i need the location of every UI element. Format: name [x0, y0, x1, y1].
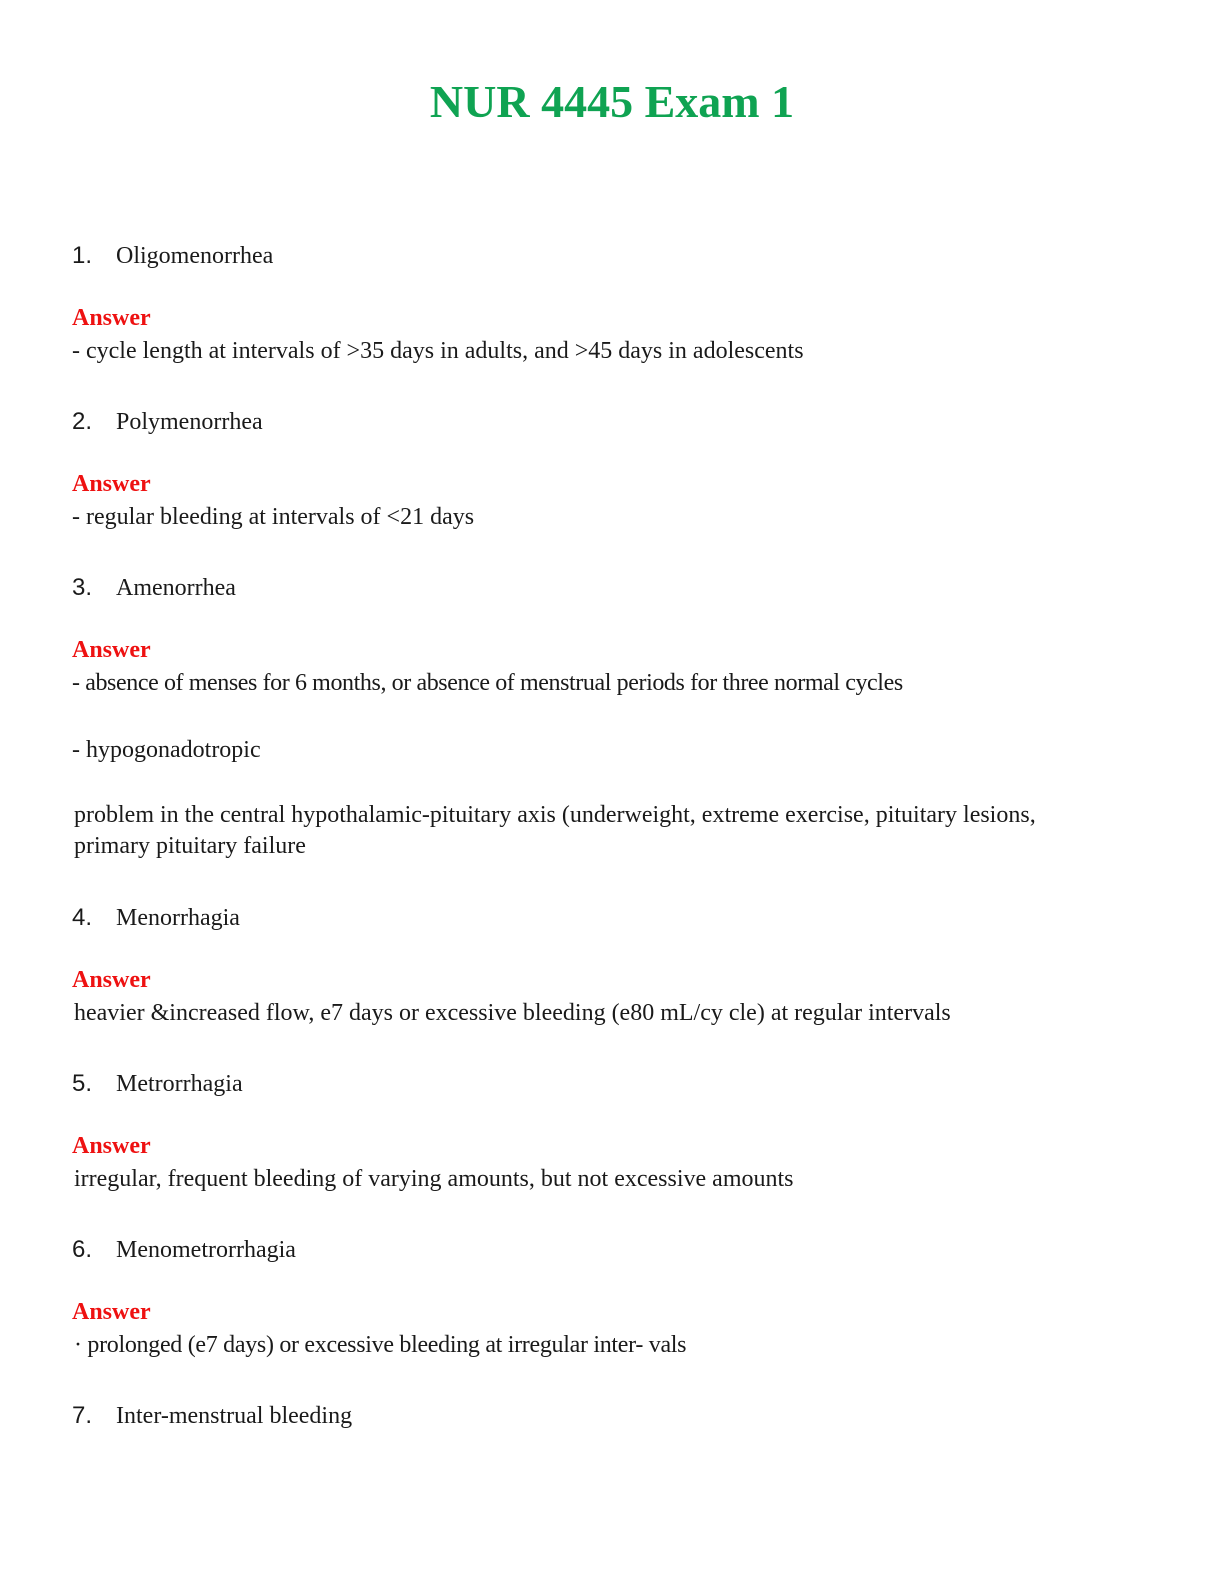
answer-label: Answer: [72, 305, 151, 331]
answer-text: - regular bleeding at intervals of <21 days: [72, 504, 475, 530]
answer-label: Answer: [72, 967, 151, 993]
question-number: 1.: [72, 242, 93, 269]
question-7: [72, 1401, 352, 1431]
question-term: Oligomenorrhea: [116, 243, 274, 269]
answer-label: Answer: [72, 1299, 151, 1325]
question-number: 2.: [72, 408, 93, 435]
question-number: 7.: [72, 1402, 93, 1429]
page-title: NUR 4445 Exam 1: [429, 76, 795, 127]
question-number: 3.: [72, 574, 93, 601]
answer-text: · prolonged (e7 days) or excessive bleeding at irregular inter- vals: [74, 1332, 687, 1358]
question-2: [72, 407, 263, 437]
question-5: [72, 1069, 243, 1099]
question-term: Polymenorrhea: [116, 409, 263, 435]
question-term: Menometrorrhagia: [116, 1237, 296, 1263]
answer-text: irregular, frequent bleeding of varying amounts, but not excessive amounts: [74, 1166, 794, 1192]
question-term: Amenorrhea: [116, 575, 236, 601]
question-6: [72, 1235, 296, 1265]
answer-label: Answer: [72, 637, 151, 663]
question-term: Inter-menstrual bleeding: [116, 1403, 353, 1429]
answer-subtype: - hypogonadotropic: [72, 737, 261, 763]
question-4: [72, 903, 240, 933]
answer-label: Answer: [72, 1133, 151, 1159]
question-number: 5.: [72, 1070, 93, 1097]
answer-text: - cycle length at intervals of >35 days in adults, and >45 days in adolescents: [72, 338, 804, 364]
question-number: 6.: [72, 1236, 93, 1263]
question-number: 4.: [72, 904, 93, 931]
question-1: [72, 241, 273, 271]
answer-detail: problem in the central hypothalamic-pituitary axis (underweight, extreme exercise, pituitary lesions, primary pituitary failure: [74, 802, 1036, 859]
answer-label: Answer: [72, 471, 151, 497]
question-term: Menorrhagia: [116, 905, 240, 931]
answer-text: - absence of menses for 6 months, or absence of menstrual periods for three normal cycles: [72, 670, 903, 696]
question-term: Metrorrhagia: [116, 1071, 243, 1097]
answer-text: heavier &increased flow, e7 days or excessive bleeding (e80 mL/cy cle) at regular intervals: [74, 1000, 951, 1026]
question-3: [72, 573, 236, 603]
